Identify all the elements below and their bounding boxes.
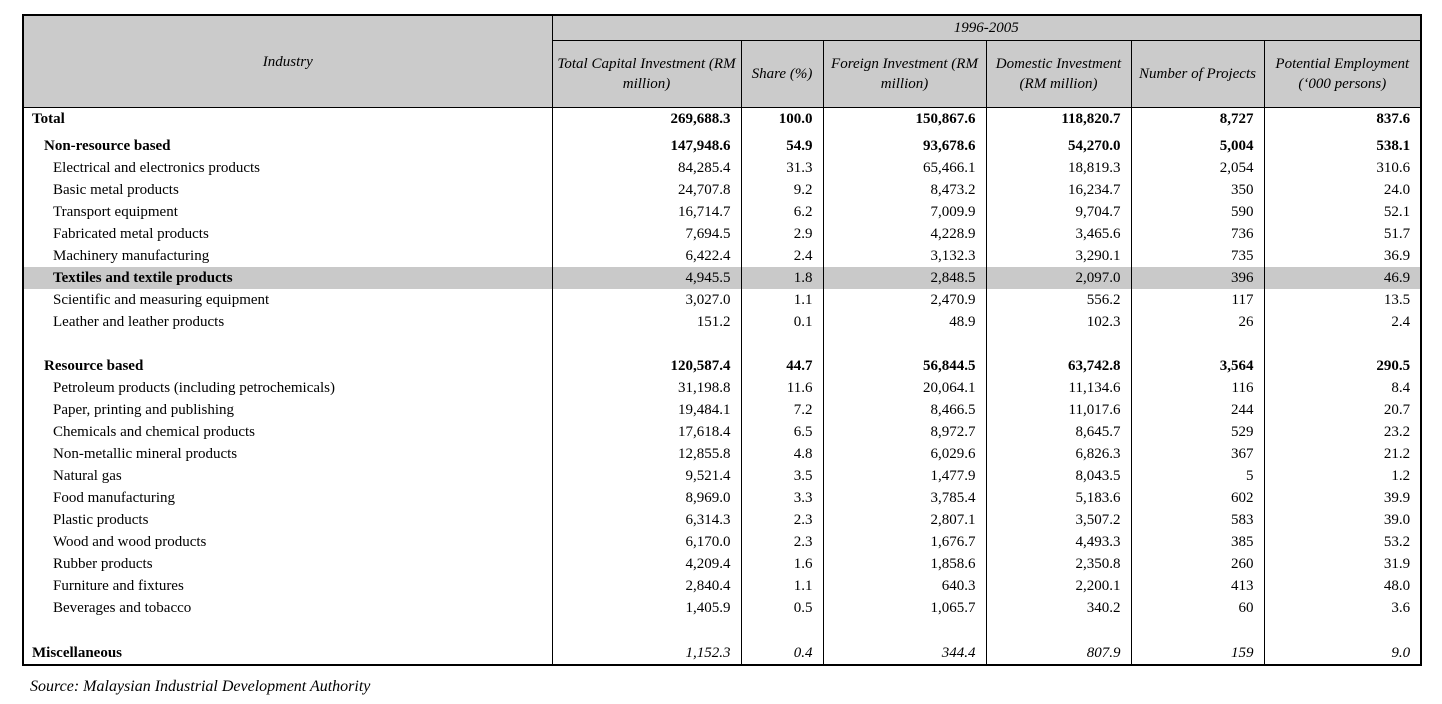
value-cell: 2.3 bbox=[741, 509, 823, 531]
spacer-cell bbox=[552, 333, 741, 355]
table-row bbox=[23, 135, 1421, 157]
value-cell: 735 bbox=[1131, 245, 1264, 267]
table-row bbox=[23, 553, 1421, 575]
industry-label: Miscellaneous bbox=[23, 642, 552, 665]
value-cell: 120,587.4 bbox=[552, 355, 741, 377]
value-cell: 2,350.8 bbox=[986, 553, 1131, 575]
value-cell: 56,844.5 bbox=[823, 355, 986, 377]
value-cell: 9,704.7 bbox=[986, 201, 1131, 223]
value-cell: 12,855.8 bbox=[552, 443, 741, 465]
industry-label: Paper, printing and publishing bbox=[23, 399, 552, 421]
table-row bbox=[23, 443, 1421, 465]
spacer-cell bbox=[552, 619, 741, 642]
value-cell: 54.9 bbox=[741, 135, 823, 157]
value-cell: 4.8 bbox=[741, 443, 823, 465]
value-cell: 1.6 bbox=[741, 553, 823, 575]
industry-label: Wood and wood products bbox=[23, 531, 552, 553]
column-header-domestic-investment: Domestic Investment (RM million) bbox=[986, 41, 1131, 108]
value-cell: 367 bbox=[1131, 443, 1264, 465]
value-cell: 1,676.7 bbox=[823, 531, 986, 553]
value-cell: 150,867.6 bbox=[823, 108, 986, 131]
table-row bbox=[23, 597, 1421, 619]
value-cell: 63,742.8 bbox=[986, 355, 1131, 377]
value-cell: 4,493.3 bbox=[986, 531, 1131, 553]
value-cell: 159 bbox=[1131, 642, 1264, 665]
value-cell: 556.2 bbox=[986, 289, 1131, 311]
value-cell: 23.2 bbox=[1264, 421, 1421, 443]
value-cell: 18,819.3 bbox=[986, 157, 1131, 179]
spacer-cell bbox=[823, 619, 986, 642]
value-cell: 6,826.3 bbox=[986, 443, 1131, 465]
table-row bbox=[23, 289, 1421, 311]
value-cell: 48.9 bbox=[823, 311, 986, 333]
value-cell: 8,727 bbox=[1131, 108, 1264, 131]
table-row bbox=[23, 531, 1421, 553]
value-cell: 53.2 bbox=[1264, 531, 1421, 553]
industry-label: Total bbox=[23, 108, 552, 131]
column-header-number-of-projects: Number of Projects bbox=[1131, 41, 1264, 108]
value-cell: 7.2 bbox=[741, 399, 823, 421]
table-row bbox=[23, 245, 1421, 267]
industry-label: Textiles and textile products bbox=[23, 267, 552, 289]
table-row bbox=[23, 355, 1421, 377]
spacer-row bbox=[23, 333, 1421, 355]
value-cell: 5,183.6 bbox=[986, 487, 1131, 509]
value-cell: 13.5 bbox=[1264, 289, 1421, 311]
value-cell: 17,618.4 bbox=[552, 421, 741, 443]
value-cell: 3,564 bbox=[1131, 355, 1264, 377]
value-cell: 118,820.7 bbox=[986, 108, 1131, 131]
value-cell: 3.5 bbox=[741, 465, 823, 487]
column-header-share: Share (%) bbox=[741, 41, 823, 108]
value-cell: 8,043.5 bbox=[986, 465, 1131, 487]
value-cell: 2.9 bbox=[741, 223, 823, 245]
industry-label: Scientific and measuring equipment bbox=[23, 289, 552, 311]
spacer-cell bbox=[1131, 619, 1264, 642]
industry-label: Resource based bbox=[23, 355, 552, 377]
spacer-cell bbox=[23, 333, 552, 355]
value-cell: 3,132.3 bbox=[823, 245, 986, 267]
value-cell: 736 bbox=[1131, 223, 1264, 245]
value-cell: 65,466.1 bbox=[823, 157, 986, 179]
value-cell: 9,521.4 bbox=[552, 465, 741, 487]
table-row bbox=[23, 311, 1421, 333]
value-cell: 807.9 bbox=[986, 642, 1131, 665]
period-header-row bbox=[23, 15, 1421, 41]
value-cell: 0.5 bbox=[741, 597, 823, 619]
industry-label: Non-metallic mineral products bbox=[23, 443, 552, 465]
value-cell: 7,009.9 bbox=[823, 201, 986, 223]
column-header-potential-employment: Potential Employment (‘000 persons) bbox=[1264, 41, 1421, 108]
value-cell: 4,209.4 bbox=[552, 553, 741, 575]
value-cell: 2,200.1 bbox=[986, 575, 1131, 597]
value-cell: 11,017.6 bbox=[986, 399, 1131, 421]
table-row bbox=[23, 267, 1421, 289]
industry-label: Non-resource based bbox=[23, 135, 552, 157]
value-cell: 2.3 bbox=[741, 531, 823, 553]
value-cell: 151.2 bbox=[552, 311, 741, 333]
value-cell: 1.2 bbox=[1264, 465, 1421, 487]
value-cell: 16,234.7 bbox=[986, 179, 1131, 201]
table-row bbox=[23, 642, 1421, 665]
value-cell: 2,054 bbox=[1131, 157, 1264, 179]
value-cell: 837.6 bbox=[1264, 108, 1421, 131]
value-cell: 46.9 bbox=[1264, 267, 1421, 289]
value-cell: 8,473.2 bbox=[823, 179, 986, 201]
value-cell: 2.4 bbox=[741, 245, 823, 267]
column-header-foreign-investment: Foreign Investment (RM million) bbox=[823, 41, 986, 108]
value-cell: 2,807.1 bbox=[823, 509, 986, 531]
value-cell: 100.0 bbox=[741, 108, 823, 131]
value-cell: 116 bbox=[1131, 377, 1264, 399]
value-cell: 1.8 bbox=[741, 267, 823, 289]
spacer-cell bbox=[741, 333, 823, 355]
industry-label: Natural gas bbox=[23, 465, 552, 487]
value-cell: 3,507.2 bbox=[986, 509, 1131, 531]
value-cell: 0.1 bbox=[741, 311, 823, 333]
value-cell: 8,466.5 bbox=[823, 399, 986, 421]
value-cell: 3,465.6 bbox=[986, 223, 1131, 245]
table-row bbox=[23, 399, 1421, 421]
value-cell: 24,707.8 bbox=[552, 179, 741, 201]
value-cell: 21.2 bbox=[1264, 443, 1421, 465]
value-cell: 102.3 bbox=[986, 311, 1131, 333]
value-cell: 6.5 bbox=[741, 421, 823, 443]
value-cell: 93,678.6 bbox=[823, 135, 986, 157]
value-cell: 310.6 bbox=[1264, 157, 1421, 179]
value-cell: 39.0 bbox=[1264, 509, 1421, 531]
value-cell: 54,270.0 bbox=[986, 135, 1131, 157]
value-cell: 48.0 bbox=[1264, 575, 1421, 597]
value-cell: 529 bbox=[1131, 421, 1264, 443]
value-cell: 39.9 bbox=[1264, 487, 1421, 509]
value-cell: 84,285.4 bbox=[552, 157, 741, 179]
value-cell: 20.7 bbox=[1264, 399, 1421, 421]
spacer-cell bbox=[741, 619, 823, 642]
value-cell: 2.4 bbox=[1264, 311, 1421, 333]
value-cell: 385 bbox=[1131, 531, 1264, 553]
table-row bbox=[23, 487, 1421, 509]
table-row bbox=[23, 421, 1421, 443]
industry-label: Rubber products bbox=[23, 553, 552, 575]
table-row bbox=[23, 179, 1421, 201]
value-cell: 5,004 bbox=[1131, 135, 1264, 157]
value-cell: 11,134.6 bbox=[986, 377, 1131, 399]
value-cell: 590 bbox=[1131, 201, 1264, 223]
value-cell: 0.4 bbox=[741, 642, 823, 665]
column-header-total-capital-investment: Total Capital Investment (RM million) bbox=[552, 41, 741, 108]
industry-label: Transport equipment bbox=[23, 201, 552, 223]
industry-column-header: Industry bbox=[23, 15, 552, 108]
value-cell: 6.2 bbox=[741, 201, 823, 223]
value-cell: 19,484.1 bbox=[552, 399, 741, 421]
value-cell: 269,688.3 bbox=[552, 108, 741, 131]
industry-label: Electrical and electronics products bbox=[23, 157, 552, 179]
source-note: Source: Malaysian Industrial Development Authority bbox=[30, 678, 371, 695]
value-cell: 9.0 bbox=[1264, 642, 1421, 665]
industry-label: Leather and leather products bbox=[23, 311, 552, 333]
table-row bbox=[23, 201, 1421, 223]
value-cell: 20,064.1 bbox=[823, 377, 986, 399]
value-cell: 4,228.9 bbox=[823, 223, 986, 245]
value-cell: 52.1 bbox=[1264, 201, 1421, 223]
value-cell: 31,198.8 bbox=[552, 377, 741, 399]
value-cell: 1.1 bbox=[741, 575, 823, 597]
value-cell: 4,945.5 bbox=[552, 267, 741, 289]
table-row bbox=[23, 509, 1421, 531]
value-cell: 6,029.6 bbox=[823, 443, 986, 465]
value-cell: 602 bbox=[1131, 487, 1264, 509]
value-cell: 26 bbox=[1131, 311, 1264, 333]
industry-label: Machinery manufacturing bbox=[23, 245, 552, 267]
value-cell: 147,948.6 bbox=[552, 135, 741, 157]
value-cell: 3,290.1 bbox=[986, 245, 1131, 267]
value-cell: 538.1 bbox=[1264, 135, 1421, 157]
value-cell: 413 bbox=[1131, 575, 1264, 597]
industry-label: Plastic products bbox=[23, 509, 552, 531]
value-cell: 3.3 bbox=[741, 487, 823, 509]
spacer-cell bbox=[986, 333, 1131, 355]
value-cell: 1,152.3 bbox=[552, 642, 741, 665]
value-cell: 60 bbox=[1131, 597, 1264, 619]
investment-table bbox=[22, 14, 1422, 666]
value-cell: 583 bbox=[1131, 509, 1264, 531]
value-cell: 5 bbox=[1131, 465, 1264, 487]
industry-label: Chemicals and chemical products bbox=[23, 421, 552, 443]
industry-label: Food manufacturing bbox=[23, 487, 552, 509]
spacer-cell bbox=[1264, 333, 1421, 355]
value-cell: 44.7 bbox=[741, 355, 823, 377]
industry-label: Furniture and fixtures bbox=[23, 575, 552, 597]
value-cell: 6,314.3 bbox=[552, 509, 741, 531]
value-cell: 8,969.0 bbox=[552, 487, 741, 509]
value-cell: 350 bbox=[1131, 179, 1264, 201]
value-cell: 6,422.4 bbox=[552, 245, 741, 267]
industry-label: Beverages and tobacco bbox=[23, 597, 552, 619]
value-cell: 260 bbox=[1131, 553, 1264, 575]
value-cell: 2,470.9 bbox=[823, 289, 986, 311]
table-row bbox=[23, 223, 1421, 245]
period-header: 1996-2005 bbox=[552, 15, 1421, 41]
value-cell: 3,027.0 bbox=[552, 289, 741, 311]
value-cell: 244 bbox=[1131, 399, 1264, 421]
value-cell: 7,694.5 bbox=[552, 223, 741, 245]
spacer-row bbox=[23, 619, 1421, 642]
spacer-cell bbox=[823, 333, 986, 355]
value-cell: 1,477.9 bbox=[823, 465, 986, 487]
value-cell: 6,170.0 bbox=[552, 531, 741, 553]
value-cell: 16,714.7 bbox=[552, 201, 741, 223]
table-row bbox=[23, 465, 1421, 487]
industry-label: Petroleum products (including petrochemicals) bbox=[23, 377, 552, 399]
value-cell: 396 bbox=[1131, 267, 1264, 289]
value-cell: 24.0 bbox=[1264, 179, 1421, 201]
spacer-cell bbox=[986, 619, 1131, 642]
value-cell: 11.6 bbox=[741, 377, 823, 399]
table-row bbox=[23, 108, 1421, 131]
spacer-cell bbox=[23, 619, 552, 642]
value-cell: 1,858.6 bbox=[823, 553, 986, 575]
spacer-cell bbox=[1264, 619, 1421, 642]
value-cell: 2,097.0 bbox=[986, 267, 1131, 289]
value-cell: 1.1 bbox=[741, 289, 823, 311]
value-cell: 8,972.7 bbox=[823, 421, 986, 443]
value-cell: 117 bbox=[1131, 289, 1264, 311]
spacer-cell bbox=[1131, 333, 1264, 355]
value-cell: 9.2 bbox=[741, 179, 823, 201]
table-row bbox=[23, 377, 1421, 399]
value-cell: 3.6 bbox=[1264, 597, 1421, 619]
table-row bbox=[23, 575, 1421, 597]
value-cell: 31.3 bbox=[741, 157, 823, 179]
value-cell: 344.4 bbox=[823, 642, 986, 665]
value-cell: 1,405.9 bbox=[552, 597, 741, 619]
value-cell: 51.7 bbox=[1264, 223, 1421, 245]
value-cell: 290.5 bbox=[1264, 355, 1421, 377]
value-cell: 2,848.5 bbox=[823, 267, 986, 289]
value-cell: 8,645.7 bbox=[986, 421, 1131, 443]
table-body bbox=[23, 108, 1421, 666]
value-cell: 31.9 bbox=[1264, 553, 1421, 575]
industry-label: Fabricated metal products bbox=[23, 223, 552, 245]
value-cell: 340.2 bbox=[986, 597, 1131, 619]
value-cell: 640.3 bbox=[823, 575, 986, 597]
value-cell: 8.4 bbox=[1264, 377, 1421, 399]
value-cell: 1,065.7 bbox=[823, 597, 986, 619]
value-cell: 36.9 bbox=[1264, 245, 1421, 267]
value-cell: 3,785.4 bbox=[823, 487, 986, 509]
table-row bbox=[23, 157, 1421, 179]
value-cell: 2,840.4 bbox=[552, 575, 741, 597]
industry-label: Basic metal products bbox=[23, 179, 552, 201]
